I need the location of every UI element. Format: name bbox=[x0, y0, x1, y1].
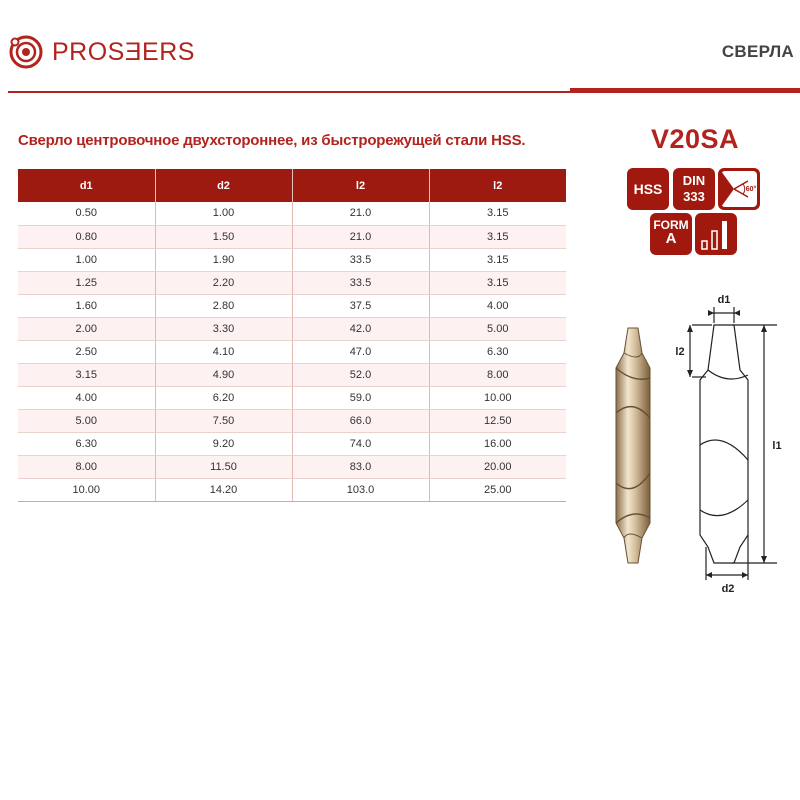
brand-logo-icon bbox=[8, 34, 44, 70]
table-cell: 103.0 bbox=[292, 478, 429, 501]
form-badge-label: FORM bbox=[653, 218, 689, 232]
brand-logo[interactable] bbox=[8, 34, 195, 70]
table-cell: 1.25 bbox=[18, 271, 155, 294]
table-row bbox=[18, 271, 566, 294]
table-cell: 3.15 bbox=[18, 363, 155, 386]
table-row bbox=[18, 478, 566, 501]
table-cell: 4.00 bbox=[18, 386, 155, 409]
table-row bbox=[18, 409, 566, 432]
spec-table-body bbox=[18, 202, 566, 501]
table-cell: 2.50 bbox=[18, 340, 155, 363]
table-cell: 21.0 bbox=[292, 202, 429, 225]
table-cell: 6.30 bbox=[429, 340, 566, 363]
table-cell: 4.00 bbox=[429, 294, 566, 317]
table-cell: 21.0 bbox=[292, 225, 429, 248]
table-cell: 3.15 bbox=[429, 271, 566, 294]
table-cell: 3.30 bbox=[155, 317, 292, 340]
table-cell: 74.0 bbox=[292, 432, 429, 455]
header-divider-accent bbox=[570, 88, 800, 93]
table-cell: 59.0 bbox=[292, 386, 429, 409]
label-d1: d1 bbox=[717, 294, 731, 306]
angle-badge bbox=[718, 168, 760, 210]
column-header-l2: l2 bbox=[429, 169, 566, 202]
table-row bbox=[18, 225, 566, 248]
brand-name: PROSƎERS bbox=[52, 37, 195, 66]
table-cell: 8.00 bbox=[429, 363, 566, 386]
table-cell: 1.00 bbox=[18, 248, 155, 271]
table-row bbox=[18, 455, 566, 478]
point-angle-icon bbox=[718, 168, 760, 210]
table-row bbox=[18, 386, 566, 409]
din-badge bbox=[673, 168, 715, 210]
label-l2: l2 bbox=[675, 346, 685, 358]
header-divider bbox=[8, 91, 570, 93]
table-row bbox=[18, 202, 566, 225]
table-cell: 3.15 bbox=[429, 248, 566, 271]
column-header-d1: d1 bbox=[18, 169, 155, 202]
spec-table bbox=[18, 169, 566, 502]
table-cell: 52.0 bbox=[292, 363, 429, 386]
form-badge-type: A bbox=[665, 230, 677, 247]
table-cell: 6.30 bbox=[18, 432, 155, 455]
table-cell: 7.50 bbox=[155, 409, 292, 432]
table-cell: 20.00 bbox=[429, 455, 566, 478]
model-code: V20SA bbox=[650, 124, 740, 154]
column-header-d2: d2 bbox=[155, 169, 292, 202]
table-row bbox=[18, 294, 566, 317]
table-cell: 0.80 bbox=[18, 225, 155, 248]
table-cell: 66.0 bbox=[292, 409, 429, 432]
table-cell: 10.00 bbox=[429, 386, 566, 409]
form-badge bbox=[650, 213, 692, 255]
table-cell: 14.20 bbox=[155, 478, 292, 501]
category-title: СВЕРЛА bbox=[721, 42, 794, 61]
table-cell: 0.50 bbox=[18, 202, 155, 225]
table-row bbox=[18, 340, 566, 363]
table-cell: 37.5 bbox=[292, 294, 429, 317]
table-cell: 1.90 bbox=[155, 248, 292, 271]
table-cell: 3.15 bbox=[429, 225, 566, 248]
label-l1: l1 bbox=[772, 440, 782, 452]
bar-levels-icon bbox=[695, 213, 737, 255]
table-cell: 25.00 bbox=[429, 478, 566, 501]
table-cell: 2.80 bbox=[155, 294, 292, 317]
table-cell: 12.50 bbox=[429, 409, 566, 432]
table-cell: 9.20 bbox=[155, 432, 292, 455]
table-cell: 1.60 bbox=[18, 294, 155, 317]
table-row bbox=[18, 432, 566, 455]
table-cell: 83.0 bbox=[292, 455, 429, 478]
angle-badge-label: 60° bbox=[745, 186, 757, 193]
table-row bbox=[18, 363, 566, 386]
table-cell: 6.20 bbox=[155, 386, 292, 409]
drill-technical-drawing bbox=[672, 285, 794, 600]
din-badge-label: DIN bbox=[682, 173, 706, 188]
table-cell: 11.50 bbox=[155, 455, 292, 478]
table-cell: 1.50 bbox=[155, 225, 292, 248]
table-cell: 42.0 bbox=[292, 317, 429, 340]
product-description: Сверло центровочное двухстороннее, из быстрорежущей стали HSS. bbox=[18, 132, 526, 149]
drill-photo bbox=[598, 323, 668, 568]
column-header-l1: l2 bbox=[292, 169, 429, 202]
table-cell: 16.00 bbox=[429, 432, 566, 455]
bars-badge bbox=[695, 213, 737, 255]
table-cell: 1.00 bbox=[155, 202, 292, 225]
table-cell: 47.0 bbox=[292, 340, 429, 363]
table-header-row bbox=[18, 169, 566, 202]
table-cell: 4.90 bbox=[155, 363, 292, 386]
table-cell: 2.20 bbox=[155, 271, 292, 294]
table-row bbox=[18, 317, 566, 340]
table-row bbox=[18, 248, 566, 271]
din-badge-number: 333 bbox=[683, 189, 705, 204]
hss-badge-label: HSS bbox=[633, 181, 663, 197]
table-cell: 4.10 bbox=[155, 340, 292, 363]
table-cell: 33.5 bbox=[292, 248, 429, 271]
table-cell: 33.5 bbox=[292, 271, 429, 294]
table-cell: 10.00 bbox=[18, 478, 155, 501]
table-cell: 2.00 bbox=[18, 317, 155, 340]
table-cell: 8.00 bbox=[18, 455, 155, 478]
hss-badge bbox=[627, 168, 669, 210]
table-cell: 5.00 bbox=[429, 317, 566, 340]
table-cell: 5.00 bbox=[18, 409, 155, 432]
label-d2: d2 bbox=[721, 583, 735, 595]
table-cell: 3.15 bbox=[429, 202, 566, 225]
